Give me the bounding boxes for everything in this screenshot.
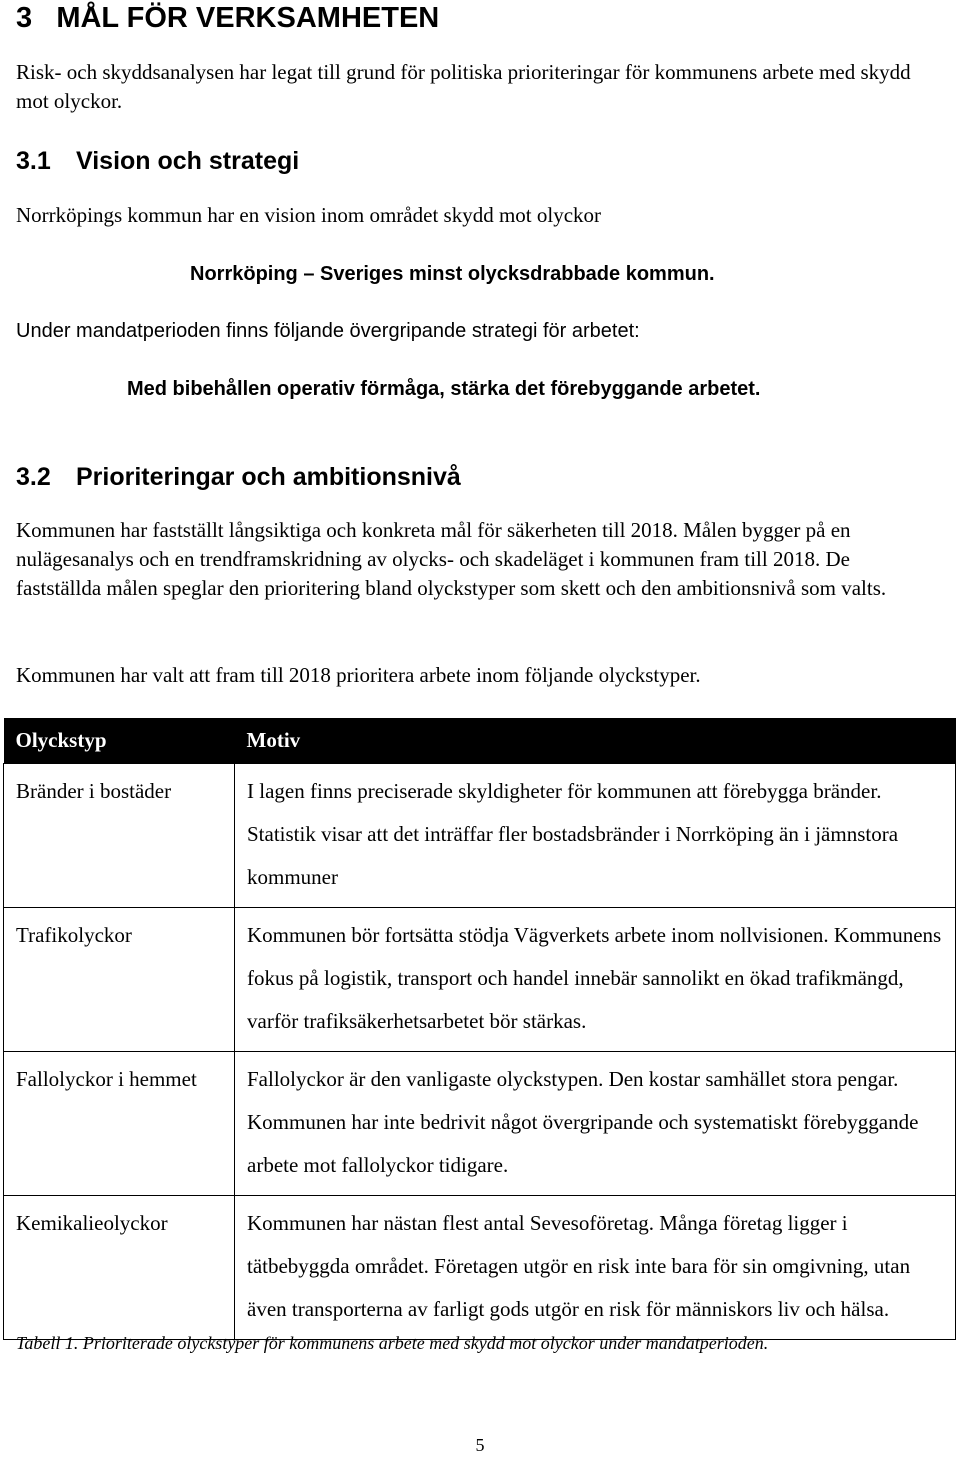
- priorities-paragraph: Kommunen har fastställt långsiktiga och konkreta mål för säkerheten till 2018. Målen bygger på en nulägesanalys och en trendframskridning av olycks- och skadeläget i kommunen fram till 2018. De fastställda målen speglar den prioritering bland olyckstyper som skett och den ambitionsnivå som valts.: [16, 518, 887, 600]
- main-heading: [16, 0, 439, 36]
- cell-motive: Fallolyckor är den vanligaste olyckstypen. Den kostar samhället stora pengar. Kommunen har inte bedrivit något övergripande och systematiskt förebyggande arbete mot fallolyckor tidigare.: [235, 1052, 956, 1196]
- strategy-intro-text: Under mandatperioden finns följande övergripande strategi för arbetet:: [16, 320, 640, 342]
- vision-intro-text: Norrköpings kommun har en vision inom området skydd mot olyckor: [16, 203, 602, 227]
- section-heading-3-1: [16, 145, 299, 177]
- strategy-statement: Med bibehållen operativ förmåga, stärka det förebyggande arbetet.: [127, 378, 761, 400]
- section-title: Vision och strategi: [76, 147, 300, 175]
- table-row: [4, 764, 956, 908]
- cell-accident-type: Fallolyckor i hemmet: [4, 1052, 235, 1196]
- section-title: Prioriteringar och ambitionsnivå: [76, 463, 461, 491]
- intro-paragraph: Risk- och skyddsanalysen har legat till grund för politiska prioriteringar för kommunens arbete med skydd mot olyckor.: [16, 60, 911, 113]
- vision-statement: Norrköping – Sveriges minst olycksdrabbade kommun.: [190, 263, 715, 285]
- column-header-type: Olyckstyp: [4, 718, 235, 764]
- page-number: 5: [475, 1435, 485, 1455]
- section-number: 3.2: [16, 463, 51, 491]
- cell-accident-type: Trafikolyckor: [4, 908, 235, 1052]
- cell-accident-type: Bränder i bostäder: [4, 764, 235, 908]
- section-number: 3.1: [16, 147, 51, 175]
- cell-accident-type: Kemikalieolyckor: [4, 1196, 235, 1340]
- cell-motive: I lagen finns preciserade skyldigheter för kommunen att förebygga bränder. Statistik visar att det inträffar fler bostadsbränder i Norrköping än i jämnstora kommuner: [235, 764, 956, 908]
- table-row: [4, 1052, 956, 1196]
- section-heading-3-2: [16, 461, 461, 493]
- cell-motive: Kommunen har nästan flest antal Sevesoföretag. Många företag ligger i tätbebyggda området. Företagen utgör en risk inte bara för sin omgivning, utan även transporterna av farligt gods utgör en risk för människors liv och hälsa.: [235, 1196, 956, 1340]
- table-header-row: [4, 718, 956, 764]
- cell-motive: Kommunen bör fortsätta stödja Vägverkets arbete inom nollvisionen. Kommunens fokus på logistik, transport och handel innebär sannolikt en ökad trafikmängd, varför trafiksäkerhetsarbetet bör stärkas.: [235, 908, 956, 1052]
- table-caption: Tabell 1. Prioriterade olyckstyper för kommunens arbete med skydd mot olyckor under mandatperioden.: [16, 1333, 769, 1353]
- table-row: [4, 1196, 956, 1340]
- table-row: [4, 908, 956, 1052]
- main-heading-number: 3: [16, 2, 33, 34]
- main-heading-title: MÅL FÖR VERKSAMHETEN: [56, 2, 440, 34]
- priorities-intro-text: Kommunen har valt att fram till 2018 prioritera arbete inom följande olyckstyper.: [16, 663, 701, 687]
- priority-table: [3, 718, 956, 1340]
- column-header-motive: Motiv: [235, 718, 956, 764]
